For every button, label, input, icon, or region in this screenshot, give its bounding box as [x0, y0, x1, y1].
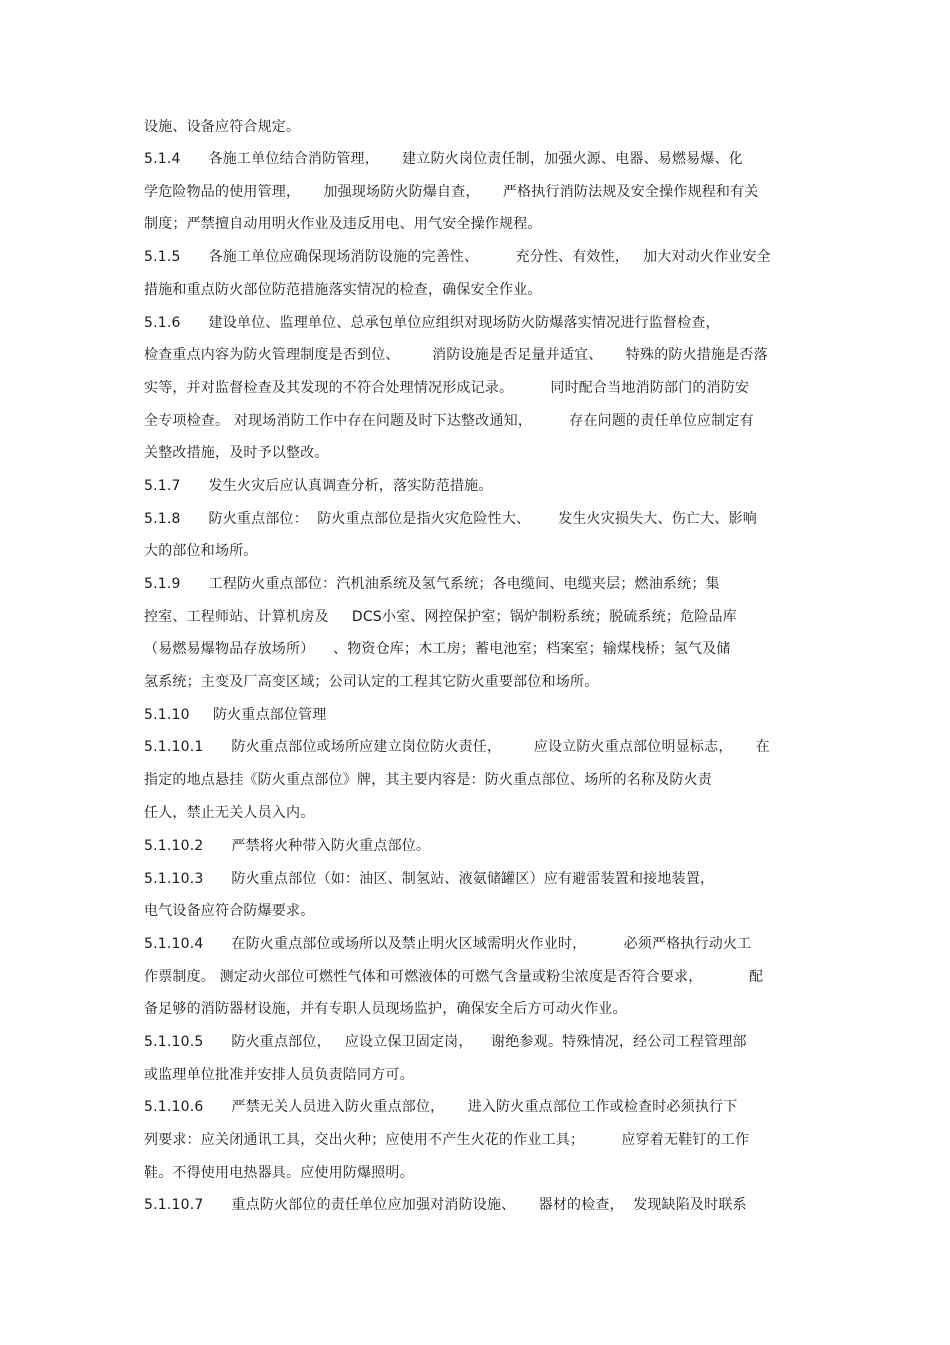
text-line: 作票制度。 测定动火部位可燃性气体和可燃液体的可燃气含量或粉尘浓度是否符合要求， 配 [144, 969, 764, 985]
text-line: 全专项检查。 对现场消防工作中存在问题及时下达整改通知， 存在问题的责任单位应制定有 [144, 413, 754, 429]
text-line: 备足够的消防器材设施，并有专职人员现场监护，确保安全后方可动火作业。 [144, 1001, 627, 1017]
text-line: 鞋。不得使用电热器具。应使用防爆照明。 [144, 1165, 414, 1181]
text-line: 5.1.5 各施工单位应确保现场消防设施的完善性、 充分性、有效性， 加大对动火作业安全 [144, 249, 771, 265]
text-line: 氢系统；主变及厂高变区域；公司认定的工程其它防火重要部位和场所。 [144, 674, 599, 690]
text-line: 指定的地点悬挂《防火重点部位》牌，其主要内容是：防火重点部位、场所的名称及防火责 [144, 772, 712, 788]
text-line: （易燃易爆物品存放场所） 、物资仓库；木工房；蓄电池室；档案室；输煤栈桥；氢气及储 [144, 641, 731, 657]
text-line: 5.1.4 各施工单位结合消防管理， 建立防火岗位责任制，加强火源、电器、易燃易爆、化 [144, 151, 743, 167]
text-line: 电气设备应符合防爆要求。 [144, 903, 315, 919]
text-line: 5.1.10.4 在防火重点部位或场所以及禁止明火区域需明火作业时， 必须严格执行动火工 [144, 936, 752, 952]
text-line: 5.1.10.2 严禁将火种带入防火重点部位。 [144, 838, 431, 854]
text-line: 或监理单位批准并安排人员负责陪同方可。 [144, 1067, 414, 1083]
text-line: 控室、工程师站、计算机房及 DCS小室、网控保护室；锅炉制粉系统；脱硫系统；危险品库 [144, 609, 737, 625]
text-line: 关整改措施，及时予以整改。 [144, 445, 329, 461]
text-line: 设施、设备应符合规定。 [144, 119, 301, 135]
text-line: 5.1.10.1 防火重点部位或场所应建立岗位防火责任， 应设立防火重点部位明显标志， 在 [144, 739, 770, 755]
text-line: 5.1.8 防火重点部位： 防火重点部位是指火灾危险性大、 发生火灾损失大、伤亡大、影响 [144, 511, 757, 527]
text-line: 大的部位和场所。 [144, 543, 258, 559]
text-line: 5.1.10.3 防火重点部位（如：油区、制氢站、液氨储罐区）应有避雷装置和接地装置， [144, 871, 715, 887]
text-line: 实等，并对监督检查及其发现的不符合处理情况形成记录。 同时配合当地消防部门的消防安 [144, 380, 750, 396]
text-line: 5.1.10.5 防火重点部位， 应设立保卫固定岗， 谢绝参观。特殊情况，经公司工程管理部 [144, 1034, 747, 1050]
text-line: 制度；严禁擅自动用明火作业及违反用电、用气安全操作规程。 [144, 216, 542, 232]
text-line: 任人，禁止无关人员入内。 [144, 805, 315, 821]
text-line: 列要求：应关闭通讯工具，交出火种；应使用不产生火花的作业工具； 应穿着无鞋钉的工作 [144, 1132, 750, 1148]
text-line: 5.1.10.6 严禁无关人员进入防火重点部位， 进入防火重点部位工作或检查时必须执行下 [144, 1099, 738, 1115]
text-line: 措施和重点防火部位防范措施落实情况的检查，确保安全作业。 [144, 282, 542, 298]
text-line: 5.1.7 发生火灾后应认真调查分析，落实防范措施。 [144, 478, 493, 494]
text-line: 5.1.10 防火重点部位管理 [144, 707, 327, 723]
text-line: 5.1.10.7 重点防火部位的责任单位应加强对消防设施、 器材的检查， 发现缺陷及时联系 [144, 1197, 747, 1213]
text-line: 5.1.6 建设单位、监理单位、总承包单位应组织对现场防火防爆落实情况进行监督检查， [144, 315, 720, 331]
text-line: 5.1.9 工程防火重点部位：汽机油系统及氢气系统；各电缆间、电缆夹层；燃油系统；集 [144, 576, 720, 592]
text-line: 学危险物品的使用管理， 加强现场防火防爆自查， 严格执行消防法规及安全操作规程和有关 [144, 184, 759, 200]
text-line: 检查重点内容为防火管理制度是否到位、 消防设施是否足量并适宜、 特殊的防火措施是否落 [144, 347, 768, 363]
